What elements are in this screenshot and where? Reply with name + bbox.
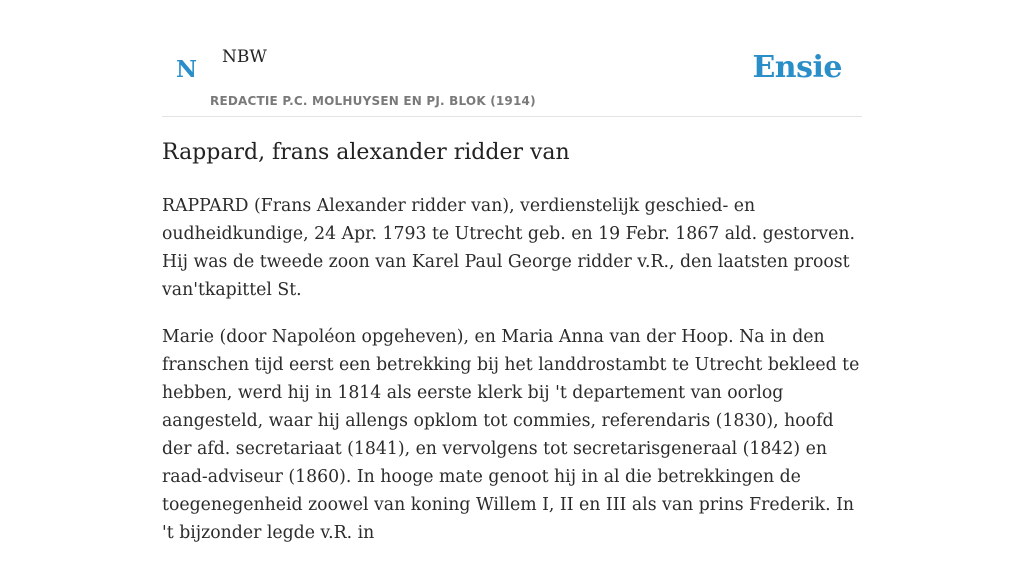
page bbox=[162, 0, 862, 543]
article-title: Rappard, frans alexander ridder van bbox=[162, 140, 570, 165]
article-paragraph-2: Marie (door Napoléon opgeheven), en Maria Anna van der Hoop. Na in den franschen tijd eerst een betrekking bij het landdrostambt te Utrecht bekleed te hebben, werd hij in 1814 als eerste klerk bij 't departement van oorlog aangesteld, waar hij allengs opklom tot commies, referendaris (1830), hoofd der afd. secretariaat (1841), en vervolgens tot secretarisgeneraal (1842) en raad-adviseur (1860). In hooge mate genoot hij in al die betrekkingen de toegenegenheid zoowel van koning Willem I, II en III als van prins Frederik. In 't bijzonder legde v.R. in bbox=[162, 327, 860, 543]
article-paragraph-1: RAPPARD (Frans Alexander ridder van), verdienstelijk geschied- en oudheidkundige, 24 Apr. 1793 te Utrecht geb. en 19 Febr. 1867 ald. gestorven. Hij was de tweede zoon van Karel Paul George ridder v.R., den laatsten proost van'tkapittel St. bbox=[162, 196, 855, 300]
source-editors: REDACTIE P.C. MOLHUYSEN EN PJ. BLOK (1914) bbox=[210, 94, 536, 108]
source-logo-icon[interactable]: N bbox=[176, 56, 198, 83]
article-body bbox=[162, 192, 862, 566]
source-name-link[interactable]: NBW bbox=[222, 47, 267, 67]
ensie-logo[interactable]: Ensie bbox=[752, 50, 842, 85]
source-header bbox=[162, 0, 862, 117]
